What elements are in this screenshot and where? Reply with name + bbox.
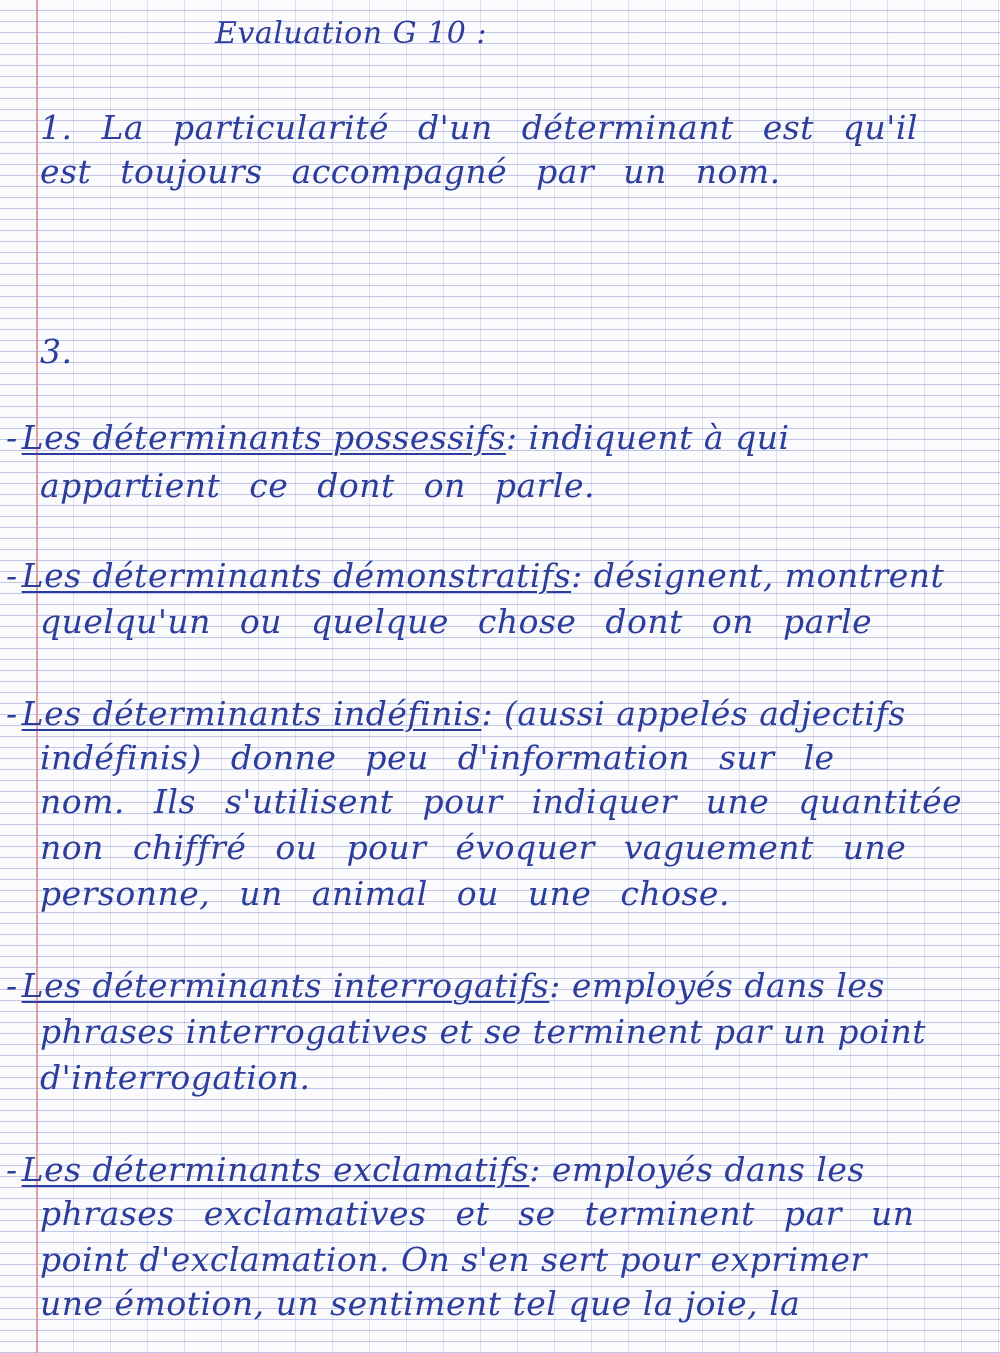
item-heading-rest: : employés dans les <box>549 966 885 1005</box>
item-line: appartient ce dont on parle. <box>40 466 595 505</box>
page-title: Evaluation G 10 : <box>215 16 487 51</box>
item-line: d'interrogation. <box>40 1058 311 1097</box>
item-dash: - <box>6 556 18 595</box>
q1-line-2: est toujours accompagné par un nom. <box>40 152 781 191</box>
item-line: phrases exclamatives et se terminent par un <box>40 1194 915 1233</box>
item-line: phrases interrogatives et se terminent par un point <box>40 1012 926 1051</box>
item-heading: Les déterminants exclamatifs <box>21 1150 530 1189</box>
item-line: point d'exclamation. On s'en sert pour exprimer <box>40 1240 867 1279</box>
item-line: indéfinis) donne peu d'information sur le <box>40 738 835 777</box>
item-dash: - <box>6 966 18 1005</box>
item-line: quelqu'un ou quelque chose dont on parle <box>40 602 873 641</box>
item-heading: Les déterminants indéfinis <box>21 694 482 733</box>
item-dash: - <box>6 1150 18 1189</box>
item-heading: Les déterminants interrogatifs <box>21 966 550 1005</box>
item-interrogatifs-first-line <box>6 966 990 1006</box>
item-indefinis-first-line <box>6 694 990 734</box>
item-possessifs-first-line <box>6 418 990 458</box>
item-exclamatifs-first-line <box>6 1150 990 1190</box>
item-dash: - <box>6 694 18 733</box>
item-line: nom. Ils s'utilisent pour indiquer une quantitée <box>40 782 963 821</box>
item-line: une émotion, un sentiment tel que la joie, la <box>40 1284 801 1323</box>
item-heading: Les déterminants possessifs <box>21 418 506 457</box>
item-demonstratifs-first-line <box>6 556 990 596</box>
item-heading-rest: : employés dans les <box>529 1150 865 1189</box>
item-dash: - <box>6 418 18 457</box>
item-heading-rest: : indiquent à qui <box>505 418 790 457</box>
item-line: non chiffré ou pour évoquer vaguement une <box>40 828 907 867</box>
item-line: personne, un animal ou une chose. <box>40 874 730 913</box>
item-heading-rest: : (aussi appelés adjectifs <box>481 694 906 733</box>
q1-line-1: 1. La particularité d'un déterminant est qu'il <box>40 108 918 147</box>
item-heading-rest: : désignent, montrent <box>571 556 945 595</box>
q3-number: 3. <box>40 332 73 371</box>
item-heading: Les déterminants démonstratifs <box>21 556 572 595</box>
